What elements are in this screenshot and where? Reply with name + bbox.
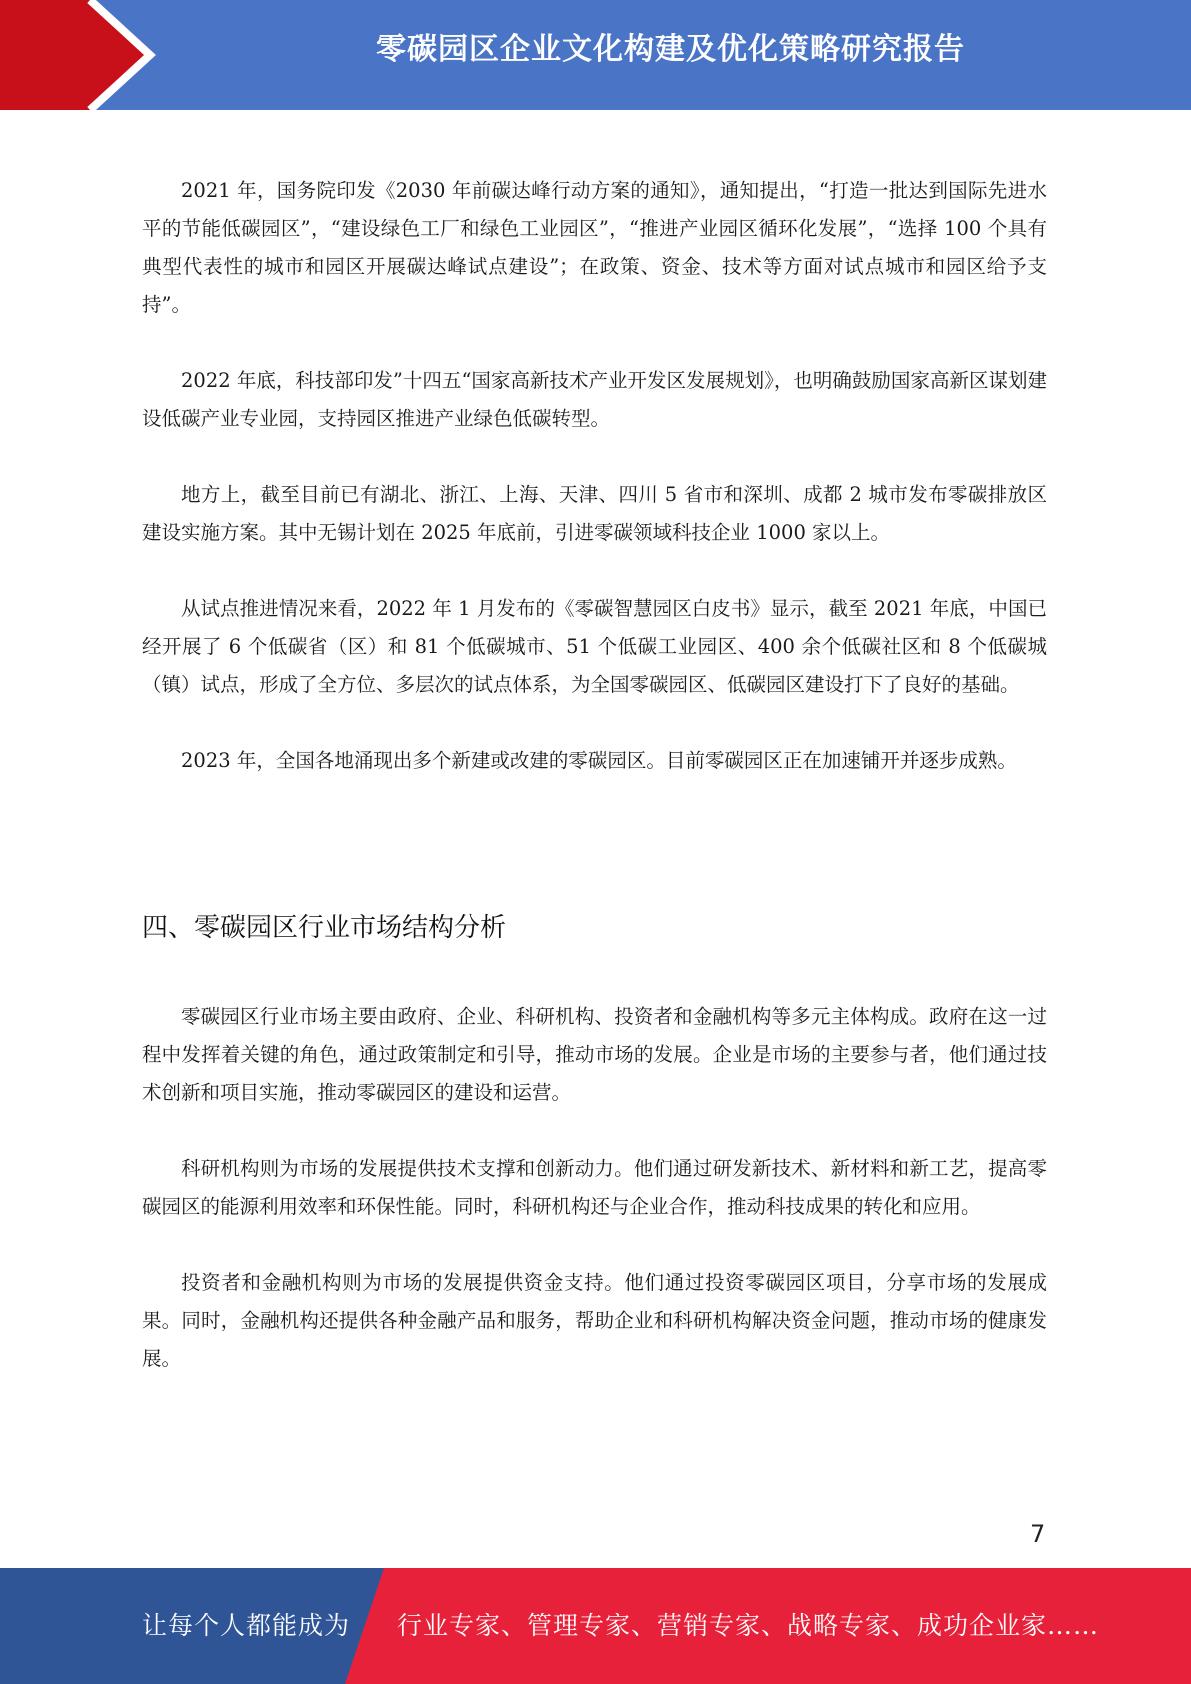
paragraph: 2023 年，全国各地涌现出多个新建或改建的零碳园区。目前零碳园区正在加速铺开并逐步成熟。 xyxy=(181,749,1017,772)
page-footer xyxy=(0,1568,1191,1684)
paragraph: 投资者和金融机构则为市场的发展提供资金支持。他们通过投资零碳园区项目，分享市场的发展成果。同时，金融机构还提供各种金融产品和服务，帮助企业和科研机构解决资金问题，推动市场的健康发展。 xyxy=(142,1271,1047,1370)
paragraph: 零碳园区行业市场主要由政府、企业、科研机构、投资者和金融机构等多元主体构成。政府在这一过程中发挥着关键的角色，通过政策制定和引导，推动市场的发展。企业是市场的主要参与者，他们通过技术创新和项目实施，推动零碳园区的建设和运营。 xyxy=(142,1005,1047,1104)
paragraph: 2021 年，国务院印发《2030 年前碳达峰行动方案的通知》，通知提出，“打造一批达到国际先进水平的节能低碳园区”，“建设绿色工厂和绿色工业园区”，“推进产业园区循环化发展”，“选择 100 个具有典型代表性的城市和园区开展碳达峰试点建设”；在政策、资金、技术等方面对试点城市和园区给予支持”。 xyxy=(142,179,1047,316)
header-red-arrow-icon xyxy=(0,0,160,110)
page-content xyxy=(142,172,1047,1378)
paragraph: 从试点推进情况来看，2022 年 1 月发布的《零碳智慧园区白皮书》显示，截至 2021 年底，中国已经开展了 6 个低碳省（区）和 81 个低碳城市、51 个低碳工业园区、400 余个低碳社区和 8 个低碳城（镇）试点，形成了全方位、多层次的试点体系，为全国零碳园区、低碳园区建设打下了良好的基础。 xyxy=(142,597,1047,696)
paragraph: 地方上，截至目前已有湖北、浙江、上海、天津、四川 5 省市和深圳、成都 2 城市发布零碳排放区建设实施方案。其中无锡计划在 2025 年底前，引进零碳领域科技企业 1000 家以上。 xyxy=(142,483,1047,544)
footer-slogan-left: 让每个人都能成为 xyxy=(142,1611,351,1640)
report-title: 零碳园区企业文化构建及优化策略研究报告 xyxy=(376,32,965,67)
page-header xyxy=(0,0,1191,110)
paragraph: 2022 年底，科技部印发”十四五“国家高新技术产业开发区发展规划》，也明确鼓励国家高新区谋划建设低碳产业专业园，支持园区推进产业绿色低碳转型。 xyxy=(142,369,1047,430)
page-number: 7 xyxy=(1030,1520,1046,1548)
paragraph: 科研机构则为市场的发展提供技术支撑和创新动力。他们通过研发新技术、新材料和新工艺，提高零碳园区的能源利用效率和环保性能。同时，科研机构还与企业合作，推动科技成果的转化和应用。 xyxy=(142,1157,1047,1218)
section-heading: 四、零碳园区行业市场结构分析 xyxy=(142,913,507,943)
footer-slogan-right: 行业专家、管理专家、营销专家、战略专家、成功企业家…… xyxy=(397,1611,1100,1640)
